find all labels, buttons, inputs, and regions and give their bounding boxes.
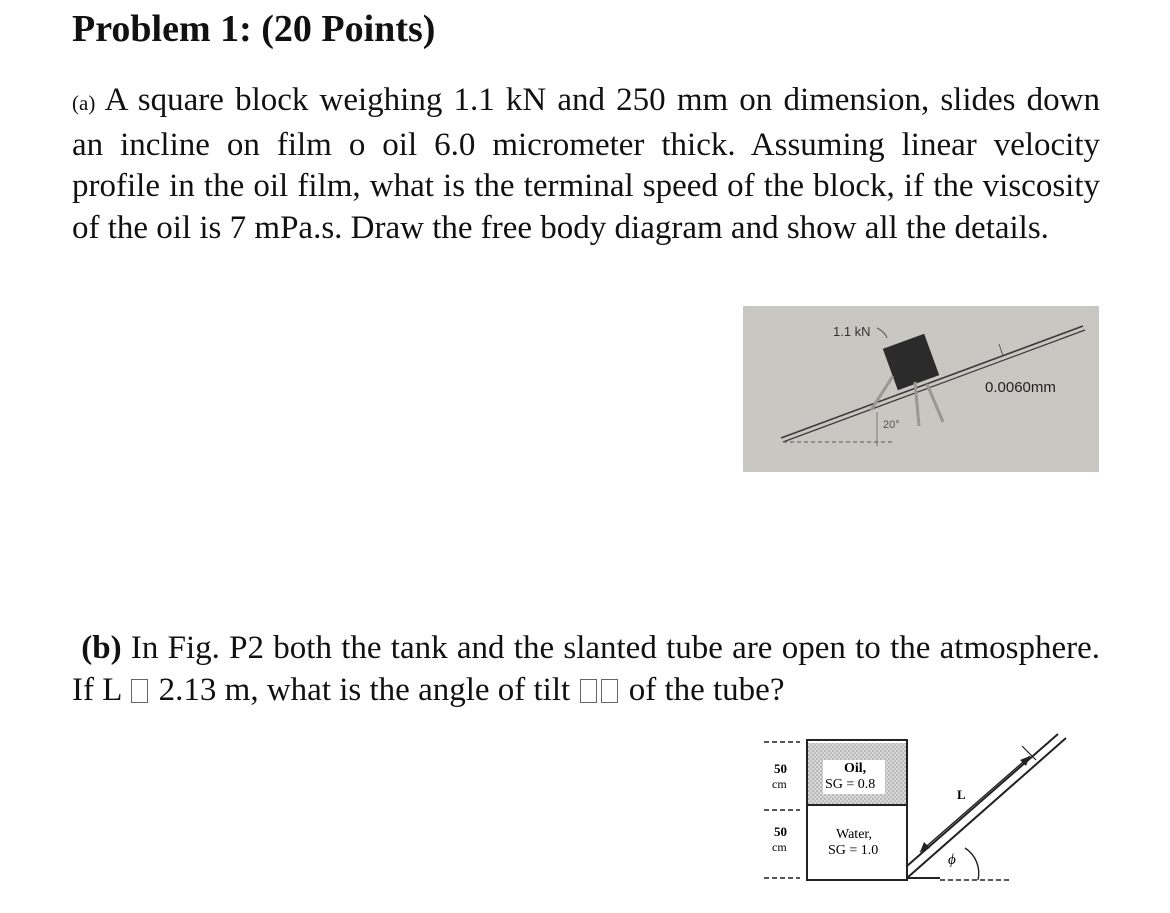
lower-height-unit: cm (772, 840, 787, 854)
oil-label: Oil, (844, 761, 867, 776)
part-a-question (72, 80, 1100, 249)
weight-label: 1.1 kN (833, 324, 871, 339)
part-a-label: (a) (72, 91, 96, 115)
angle-label: 20° (883, 419, 900, 431)
length-dimension-line (920, 756, 1030, 852)
lower-height-value: 50 (774, 824, 787, 839)
part-b-label: (b) (81, 630, 122, 666)
part-b-text-2: 2.13 m, what is the angle of tilt (158, 671, 571, 708)
problem-title: Problem 1: (20 Points) (72, 8, 436, 50)
missing-glyph-equals (131, 679, 148, 703)
tube-lower-wall (907, 738, 1066, 878)
incline-block-figure (743, 306, 1099, 472)
length-label: L (957, 787, 966, 802)
water-label: Water, (836, 827, 873, 842)
angle-arc (965, 848, 979, 880)
missing-glyph-1 (580, 679, 597, 703)
upper-height-value: 50 (774, 761, 787, 776)
water-sg-label: SG = 1.0 (828, 843, 879, 858)
oil-sg-label: SG = 0.8 (825, 777, 876, 792)
thickness-label: 0.0060mm (985, 379, 1056, 396)
part-b-question (72, 628, 1100, 711)
upper-height-unit: cm (772, 777, 787, 791)
tube-upper-wall (907, 734, 1058, 866)
missing-glyph-2 (601, 679, 618, 703)
part-a-text: A square block weighing 1.1 kN and 250 mm on dimension, slides down an incline on film o oil 6.0 micrometer thick. Assuming linear velocity profile in the oil film, what is the terminal speed of the block, if the viscosity of the oil is 7 mPa.s. Draw the free body diagram and show all the details. (72, 82, 1100, 246)
tank-tube-figure (760, 730, 1080, 890)
angle-phi-label: ϕ (948, 852, 956, 868)
part-b-text-3: of the tube? (628, 671, 785, 708)
part-b-text-1: In Fig. P2 both the tank and the slanted tube are open to the atmosphere. If L (72, 630, 1101, 708)
